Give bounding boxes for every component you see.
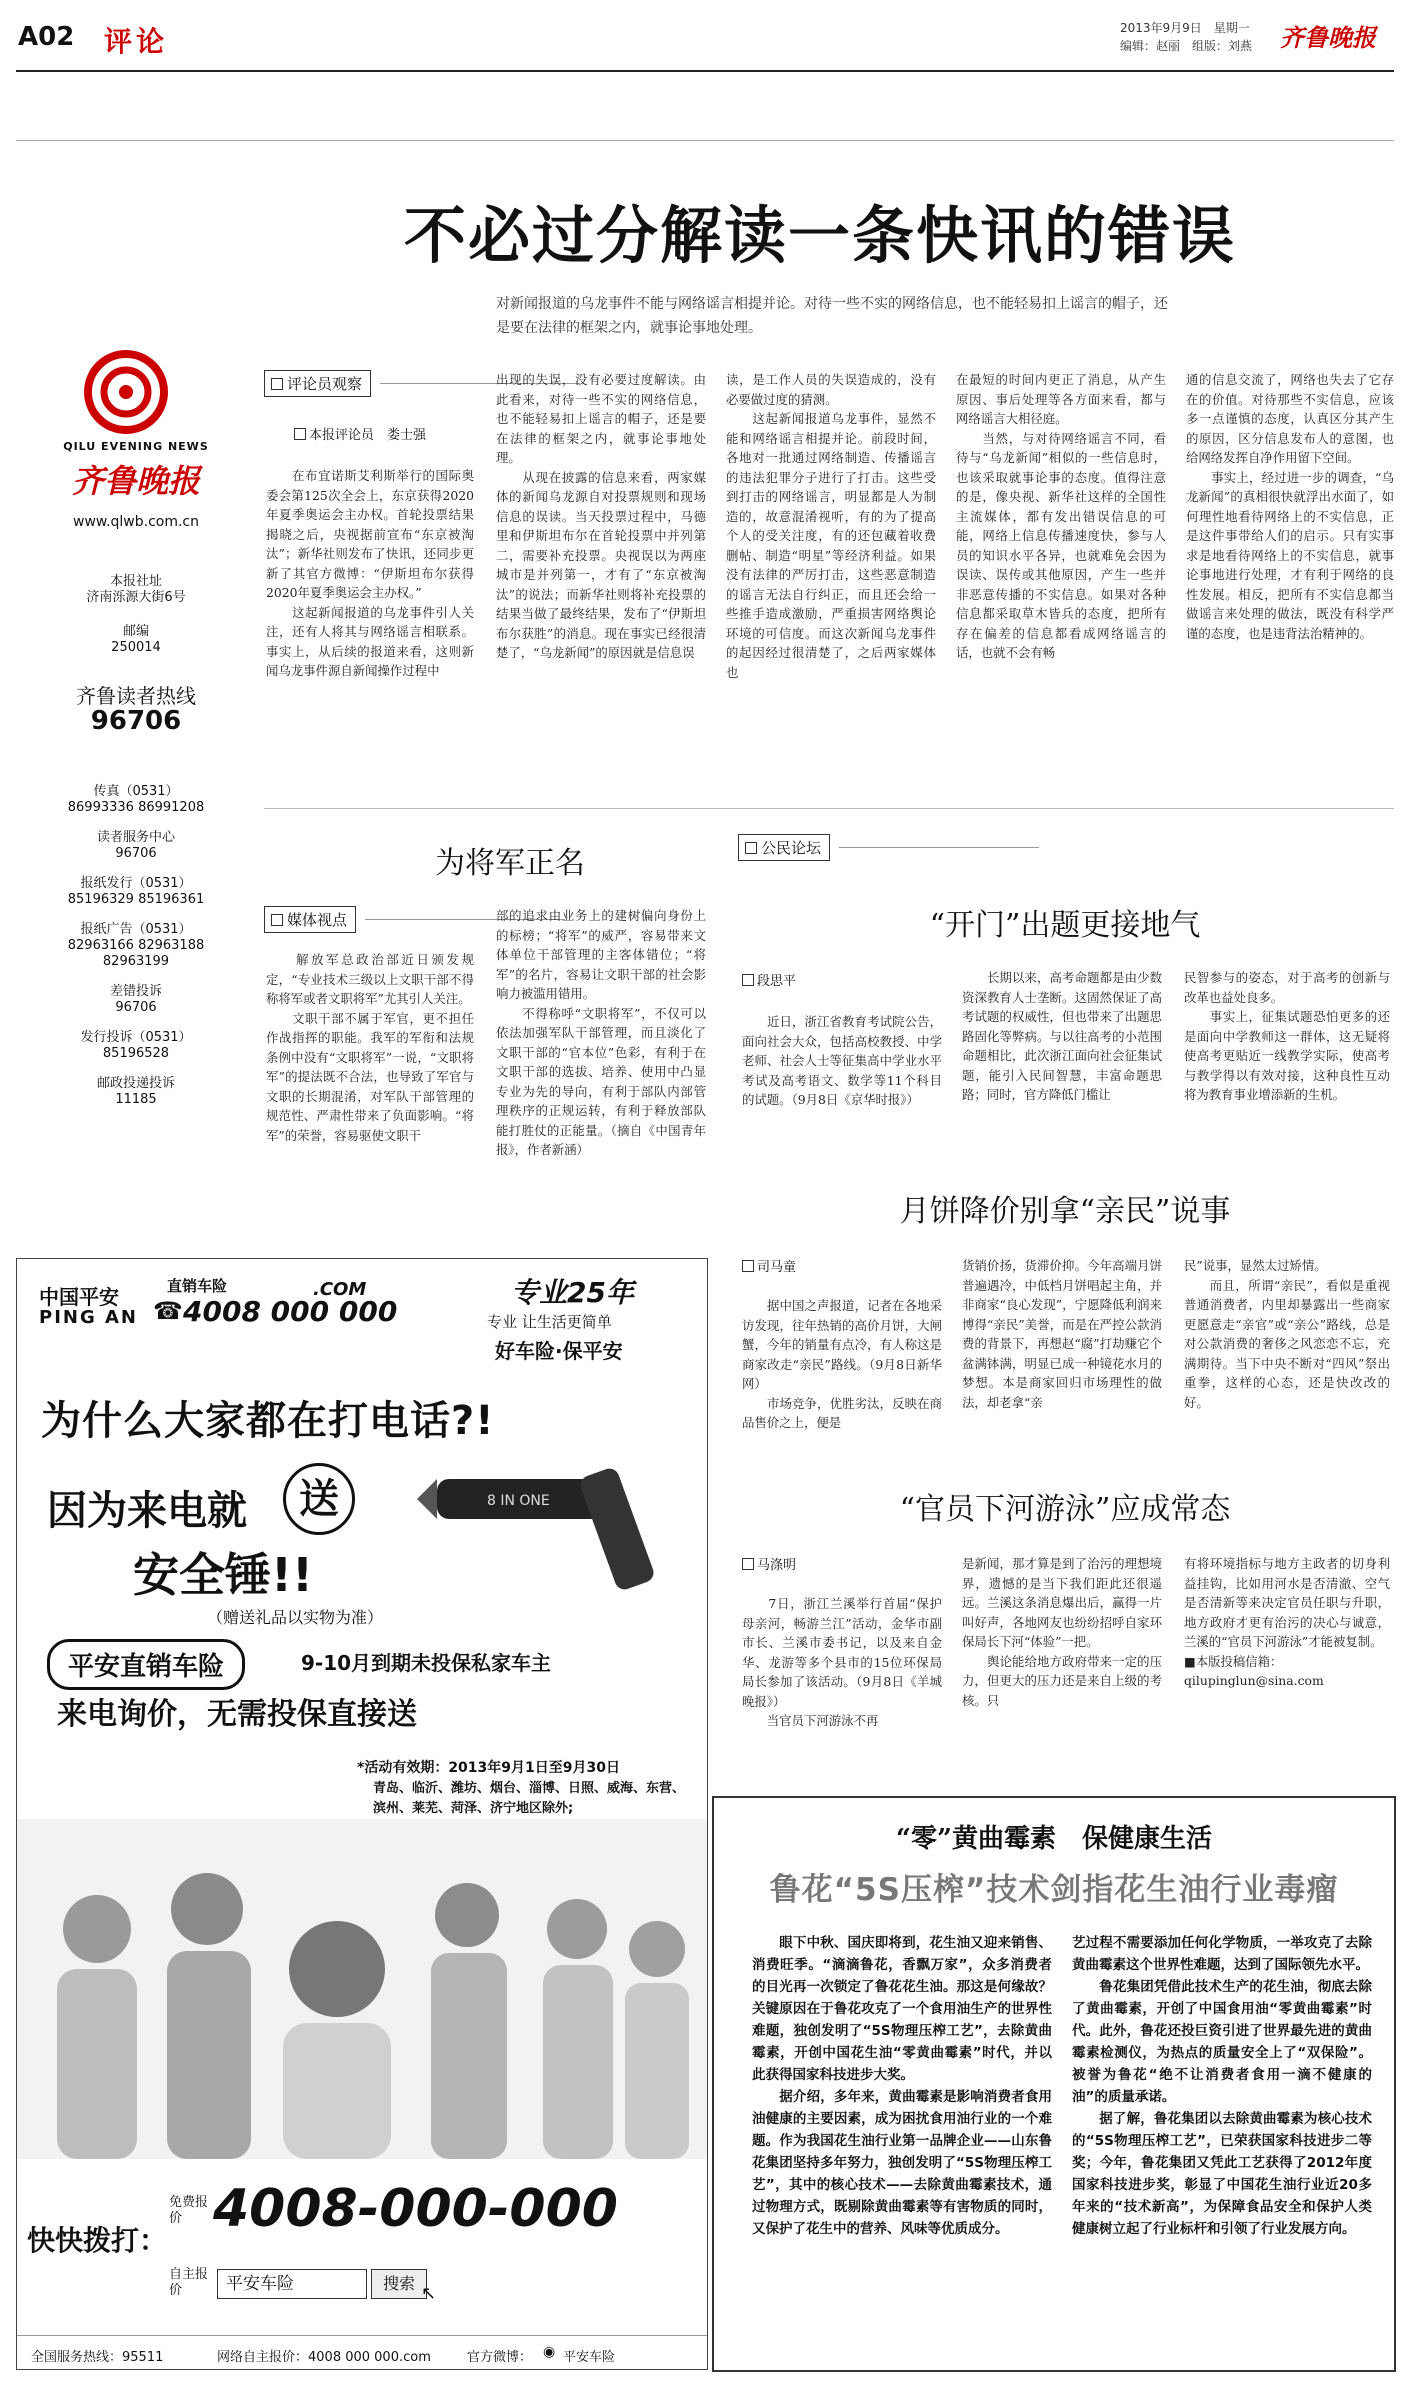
contact-service: 读者服务中心 96706 — [96, 830, 175, 861]
commentary-bottom-rule — [264, 808, 1394, 809]
masthead — [0, 0, 1409, 70]
pingan-slogan-years: 专业25年 — [511, 1276, 634, 1309]
masthead-rule — [16, 70, 1394, 72]
pingan-promo-label: 平安直销车险 — [47, 1639, 245, 1690]
website-url[interactable]: www.qlwb.com.cn — [73, 514, 199, 530]
logo-english: QILU EVENING NEWS — [63, 440, 209, 453]
hammer-label: 8 IN ONE — [487, 1493, 550, 1509]
forum-item-2-col-2: 货销价扬，货滞价抑。今年高端月饼普遍遇冷，中低档月饼唱起主角，并非商家“良心发现”，宁愿降低利润来博得“亲民”美誉，而是在严控公款消费的背景下，再想赵“腐”打劫赚它个盆满钵满，明显已成一种镜花水月的梦想。本是商家回归市场理性的做法，却老拿“亲 — [962, 1258, 1162, 1410]
forum-item-3-col-1: 7日，浙江兰溪举行首届“保护母亲河，畅游兰江”活动，金华市副市长、兰溪市委书记，以及来自金华、龙游等多个县市的15位环保局局长参加了该活动。（9月8日《羊城晚报》） 当官员下河游泳不再 — [742, 1596, 942, 1728]
search-input[interactable]: 平安车险 — [217, 2269, 367, 2299]
pingan-gift-note: （赠送礼品以实物为准） — [207, 1608, 384, 1627]
peanut-ad-title: “零”黄曲霉素 保健康生活 — [896, 1824, 1212, 1854]
forum-item-1-col-3: 民智参与的姿态，对于高考的创新与改革也益处良多。 事实上，征集试题恐怕更多的还是面向中学教师这一群体，这无疑将使高考更贴近一线教学实际，使高考与教学得以有效对接，这种良性互动将为教育事业增添新的生机。 — [1184, 970, 1390, 1102]
pingan-phone-suffix: .COM — [313, 1279, 367, 1300]
self-quote-label: 自主报价 — [169, 2267, 209, 2298]
weibo-icon: ◉ — [543, 2344, 556, 2360]
forum-column-tag — [738, 834, 830, 861]
pingan-valid-period: *活动有效期：2013年9月1日至9月30日 — [357, 1760, 620, 1776]
footer-hotline: 全国服务热线：95511 — [31, 2350, 164, 2365]
contacts-list — [16, 784, 256, 1108]
forum-item-3-col-3: 有将环境指标与地方主政者的切身利益挂钩，比如用河水是否清澈、空气是否清新等来决定官员任职与升职，地方政府才更有治污的决心与诚意，兰溪的“官员下河游泳”才能被复制。 ■本版投稿信箱： qilupinglun@sina.com — [1184, 1556, 1390, 1688]
pingan-promo-text: 9-10月到期未投保私家车主 — [301, 1651, 552, 1675]
hotline-label: 齐鲁读者热线 — [76, 684, 196, 708]
forum-item-3-title: “官员下河游泳”应成常态 — [899, 1492, 1231, 1527]
address-label: 本报社址 — [109, 574, 162, 589]
pingan-ad[interactable] — [16, 1258, 708, 2370]
forum-item-1-col-1: 近日，浙江省教育考试院公告，面向社会大众，包括高校教授、中学老师、社会人士等征集高中学业水平考试及高考语文、数学等11个科目的试题。（9月8日《京华时报》） — [742, 1014, 942, 1107]
contact-postal-complaint: 邮政投递投诉 11185 — [96, 1076, 175, 1107]
search-button[interactable]: 搜索 — [371, 2269, 427, 2299]
main-headline: 不必过分解读一条快讯的错误 — [403, 199, 1236, 272]
contact-advertising: 报纸广告（0531） 82963166 82963188 82963199 — [67, 922, 205, 969]
pingan-promo-line2: 来电询价，无需投保直接送 — [57, 1697, 417, 1732]
phone-icon: ☎ — [153, 1297, 183, 1325]
pingan-slogan-simple: 专业 让生活更简单 — [487, 1313, 612, 1331]
peanut-oil-ad[interactable] — [712, 1796, 1396, 2372]
commentary-column-tag — [264, 370, 371, 397]
quick-dial-bar — [17, 2159, 707, 2329]
pingan-cities: 青岛、临沂、潍坊、烟台、淄博、日照、威海、东营、滨州、莱芜、菏泽、济宁地区除外; — [373, 1781, 686, 1816]
commentary-byline: 本报评论员 娄士强 — [294, 424, 426, 443]
general-column-tag — [264, 906, 356, 933]
column-label-media: 媒体视点 — [264, 906, 356, 933]
general-title: 为将军正名 — [435, 846, 585, 881]
footer-web-quote: 网络自主报价：4008 000 000.com — [217, 2350, 431, 2365]
pingan-slogan-safety: 好车险·保平安 — [495, 1339, 623, 1363]
commentary-col-3: 读，是工作人员的失误造成的，没有必要做过度的猜测。 这起新闻报道乌龙事件，显然不能和网络谣言相提并论。前段时间，各地对一批通过网络制造、传播谣言的违法犯罪分子进行了打击。这些受到打击的网络谣言，明显都是人为制造的，故意混淆视听，有的为了提高个人的受关注度，有的还包藏着收费删帖、制造“明星”等经济利益。如果没有法律的严厉打击，这些恶意制造的谣言无法自行纠正，而且还会给一些推手造成激励，严重损害网络舆论环境的可信度。而这次新闻乌龙事件的起因经过很清楚了，之后两家媒体也 — [726, 372, 936, 680]
cursor-icon: ↖ — [421, 2283, 437, 2304]
pingan-phone-top[interactable]: 4008 000 000 — [183, 1295, 398, 1328]
free-quote-label: 免费报价 — [169, 2195, 209, 2226]
forum-item-1-title: “开门”出题更接地气 — [929, 908, 1201, 943]
pingan-gift-badge: 送 — [283, 1463, 355, 1535]
safety-hammer-icon — [417, 1449, 687, 1599]
family-photo — [17, 1819, 707, 2159]
contact-errors: 差错投诉 96706 — [109, 984, 162, 1015]
forum-item-2-title: 月饼降价别拿“亲民”说事 — [899, 1194, 1231, 1229]
peanut-ad-col-2: 艺过程不需要添加任何化学物质，一举攻克了去除黄曲霉素这个世界性难题，达到了国际领先水平。 鲁花集团凭借此技术生产的花生油，彻底去除了黄曲霉素，开创了中国食用油“零黄曲霉素”时代。此外，鲁花还投巨资引进了世界最先进的黄曲霉素检测仪，为热点的质量安全上了“双保险”。被誉为鲁花“绝不让消费者食用一滴不健康的油”的质量承诺。 据了解，鲁花集团以去除黄曲霉素为核心技术的“5S物理压榨工艺”，已荣获国家科技进步二等奖；今年，鲁花集团又凭此工艺获得了2012年度国家科技进步奖，彰显了中国花生油行业近20多年来的“技术新高”，为保障食品安全和保护人类健康树立起了行业标杆和引领了行业发展方向。 — [1072, 1935, 1372, 2237]
general-col-2: 部的追求由业务上的建树偏向身份上的标榜；“将军”的威严，容易带来文体单位干部管理的主客体错位；“将军”的名片，容易让文职干部的社会影响力被滥用错用。 不得称呼“文职将军”，不仅可以依法加强军队干部管理，而且淡化了文职干部的“官本位”色彩，有利于在文职干部的选拔、培养、使用中凸显专业为先的导向，有利于部队内部管理秩序的正规运转，有利于释放部队能打胜仗的正能量。（摘自《中国青年报》，作者新涵） — [496, 908, 706, 1157]
general-col-1: 解放军总政治部近日颁发规定，“专业技术三级以上文职干部不得称将军或者文职将军”尤其引人关注。 文职干部不属于军官，更不担任作战指挥的职能。我军的军衔和法规条例中没有“文职将军”一说，“文职将军”的提法既不合法，也导致了军官与文职的长期混淆，对军队干部管理的规范性、严肃性带来了负面影响。“将军”的荣誉，容易驱使文职干 — [266, 952, 474, 1143]
quick-dial-label: 快快拨打： — [27, 2224, 168, 2257]
forum-item-3-author: 马涤明 — [742, 1554, 796, 1573]
contact-distribution-complaint: 发行投诉（0531） 85196528 — [80, 1030, 192, 1061]
commentary-col-2: 出现的失误，没有必要过度解读。由此看来，对待一些不实的网络信息，也不能轻易扣上谣言的帽子，还是要在法律的框架之内，就事论事地处理。 从现在披露的信息来看，两家媒体的新闻乌龙源自对投票规则和现场信息的误读。当天投票过程中，马德里和伊斯坦布尔在首轮投票中并列第二，需要补充投票。央视误以为两座城市是并列第一，才有了“东京被淘汰”的说法；而新华社则将补充投票的结果当做了最终结果，发布了“伊斯坦布尔获胜”的消息。现在事实已经很清楚了，“乌龙新闻”的原因就是信息误 — [496, 372, 706, 660]
pingan-product: 直销车险 — [167, 1277, 228, 1295]
sidebar — [16, 340, 256, 1200]
hotline-number: 96706 — [90, 706, 182, 736]
section-name: 评论 — [104, 25, 169, 58]
pingan-brand: 中国平安 — [39, 1285, 119, 1309]
forum-item-2-author: 司马童 — [742, 1256, 796, 1275]
commentary-col-4: 在最短的时间内更正了消息，从产生原因、事后处理等各方面来看，都与网络谣言大相径庭。 当然，与对待网络谣言不同，看待与“乌龙新闻”相似的一些信息时，也该采取就事论事的态度。值得注意的是，像央视、新华社这样的全国性主流媒体，都有发出错误信息的可能，网络上信息传播速度快，参与人员的知识水平各异，也就难免会因为误读、误传或其他原因，产生一些并非恶意传播的不实信息。如果对各种信息都采取草木皆兵的态度，把所有存在偏差的信息都看成网络谣言的话，也就不会有畅 — [956, 372, 1166, 660]
column-label-forum: 公民论坛 — [738, 834, 830, 861]
issue-date: 2013年9月9日 星期一 — [1120, 21, 1250, 35]
contact-distribution: 报纸发行（0531） 85196329 85196361 — [67, 876, 205, 907]
pingan-gift-line1: 因为来电就 — [47, 1488, 247, 1534]
footer-weibo-name[interactable]: 平安车险 — [563, 2350, 616, 2365]
page-number: A02 — [18, 22, 75, 52]
footer-weibo: 官方微博： — [467, 2350, 533, 2365]
column-label-commentary: 评论员观察 — [264, 370, 371, 397]
pingan-question: 为什么大家都在打电话?! — [41, 1398, 495, 1444]
forum-item-2-col-3: 民”说事，显然太过矫情。 而且，所谓“亲民”，看似是重视普通消费者，内里却暴露出一些商家更愿意走“亲官”或“亲公”路线，总是对公款消费的奢侈之风恋恋不忘，充满期待。当下中央不断对“四风”祭出重拳，这样的心态，还是快改改的好。 — [1184, 1258, 1390, 1410]
zip-label: 邮编 — [122, 624, 149, 639]
commentary-col-5: 通的信息交流了，网络也失去了它存在的价值。对待那些不实信息，应该多一点谨慎的态度，认真区分其产生的原因，区分信息发布人的意图，也给网络发挥自净作用留下空间。 事实上，经过进一步的调查，“乌龙新闻”的真相很快就浮出水面了，如何理性地看待网络上的不实信息，正是这件事带给人们的启示。只有实事求是地看待网络上的不实信息，就事论事地进行处理，才有利于网络的良性发展。相反，把所有不实信息都当做谣言来处理的做法，既没有科学严谨的态度，也是违背法治精神的。 — [1186, 372, 1394, 641]
peanut-ad-subtitle: 鲁花“5S压榨”技术剑指花生油行业毒瘤 — [769, 1872, 1339, 1908]
address: 济南泺源大街6号 — [86, 590, 186, 605]
pingan-brand-en: PING AN — [39, 1307, 138, 1328]
logo-chinese: 齐鲁晚报 — [71, 462, 200, 500]
contact-fax: 传真（0531） 86993336 86991208 — [67, 784, 205, 815]
forum-item-1-author: 段思平 — [742, 970, 796, 989]
pingan-footer — [17, 2335, 707, 2370]
logo-swirl-icon — [76, 350, 176, 434]
pingan-gift-line2: 安全锤!! — [133, 1548, 313, 1602]
masthead-rule-thin — [16, 140, 1394, 141]
commentary-col-1: 在布宜诺斯艾利斯举行的国际奥委会第125次全会上，东京获得2020年夏季奥运会主办权。首轮投票结果揭晓之后，央视据前宣布“东京被淘汰”；新华社则发布了快讯，还同步更新了其官方微博：“伊斯坦布尔获得2020年夏季奥运会主办权。” 这起新闻报道的乌龙事件引人关注，还有人将其与网络谣言相联系。事实上，从后续的报道来看，这则新闻乌龙事件源自新闻操作过程中 — [266, 468, 474, 678]
peanut-ad-col-1: 眼下中秋、国庆即将到，花生油又迎来销售、消费旺季。“滴滴鲁花，香飘万家”，众多消费者的目光再一次锁定了鲁花花生油。那这是何缘故？关键原因在于鲁花攻克了一个食用油生产的世界性难题，独创发明了“5S物理压榨工艺”，去除黄曲霉素，开创中国花生油“零黄曲霉素”时代，并以此获得国家科技进步大奖。 据介绍，多年来，黄曲霉素是影响消费者食用油健康的主要因素，成为困扰食用油行业的一个难题。作为我国花生油行业第一品牌企业——山东鲁花集团坚持多年努力，独创发明了“5S物理压榨工艺”，其中的核心技术——去除黄曲霉素技术，通过物理方式，既剔除黄曲霉素等有害物质的同时，又保护了花生中的营养、风味等优质成分。 — [752, 1935, 1052, 2237]
zip-code: 250014 — [111, 640, 161, 655]
forum-item-2-col-1: 据中国之声报道，记者在各地采访发现，往年热销的高价月饼，大闸蟹，今年的销量有点冷，有人称这是商家改走“亲民”路线。（9月8日新华网） 市场竞争，优胜劣汰，反映在商品售价之上，便是 — [742, 1298, 942, 1430]
editor-credits: 编辑：赵丽 组版：刘燕 — [1120, 39, 1253, 53]
paper-logo-top: 齐鲁晚报 — [1280, 23, 1376, 52]
big-phone-number[interactable]: 4008-000-000 — [213, 2179, 618, 2239]
forum-item-3-col-2: 是新闻，那才算是到了治污的理想境界，遗憾的是当下我们距此还很遥远。兰溪这条消息爆出后，赢得一片叫好声，各地网友也纷纷招呼自家环保局长下河“体验”一把。 舆论能给地方政府带来一定的压力，但更大的压力还是来自上级的考核。只 — [962, 1556, 1162, 1708]
forum-item-1-col-2: 长期以来，高考命题都是由少数资深教育人士垄断。这固然保证了高考试题的权威性，但也带来了出题思路固化等弊病。与以往高考的小范围命题相比，此次浙江面向社会征集试题，能引入民间智慧，丰富命题思路；同时，官方降低门槛让 — [962, 970, 1162, 1102]
headline-lede: 对新闻报道的乌龙事件不能与网络谣言相提并论。对待一些不实的网络信息，也不能轻易扣上谣言的帽子，还是要在法律的框架之内，就事论事地处理。 — [496, 296, 1168, 336]
